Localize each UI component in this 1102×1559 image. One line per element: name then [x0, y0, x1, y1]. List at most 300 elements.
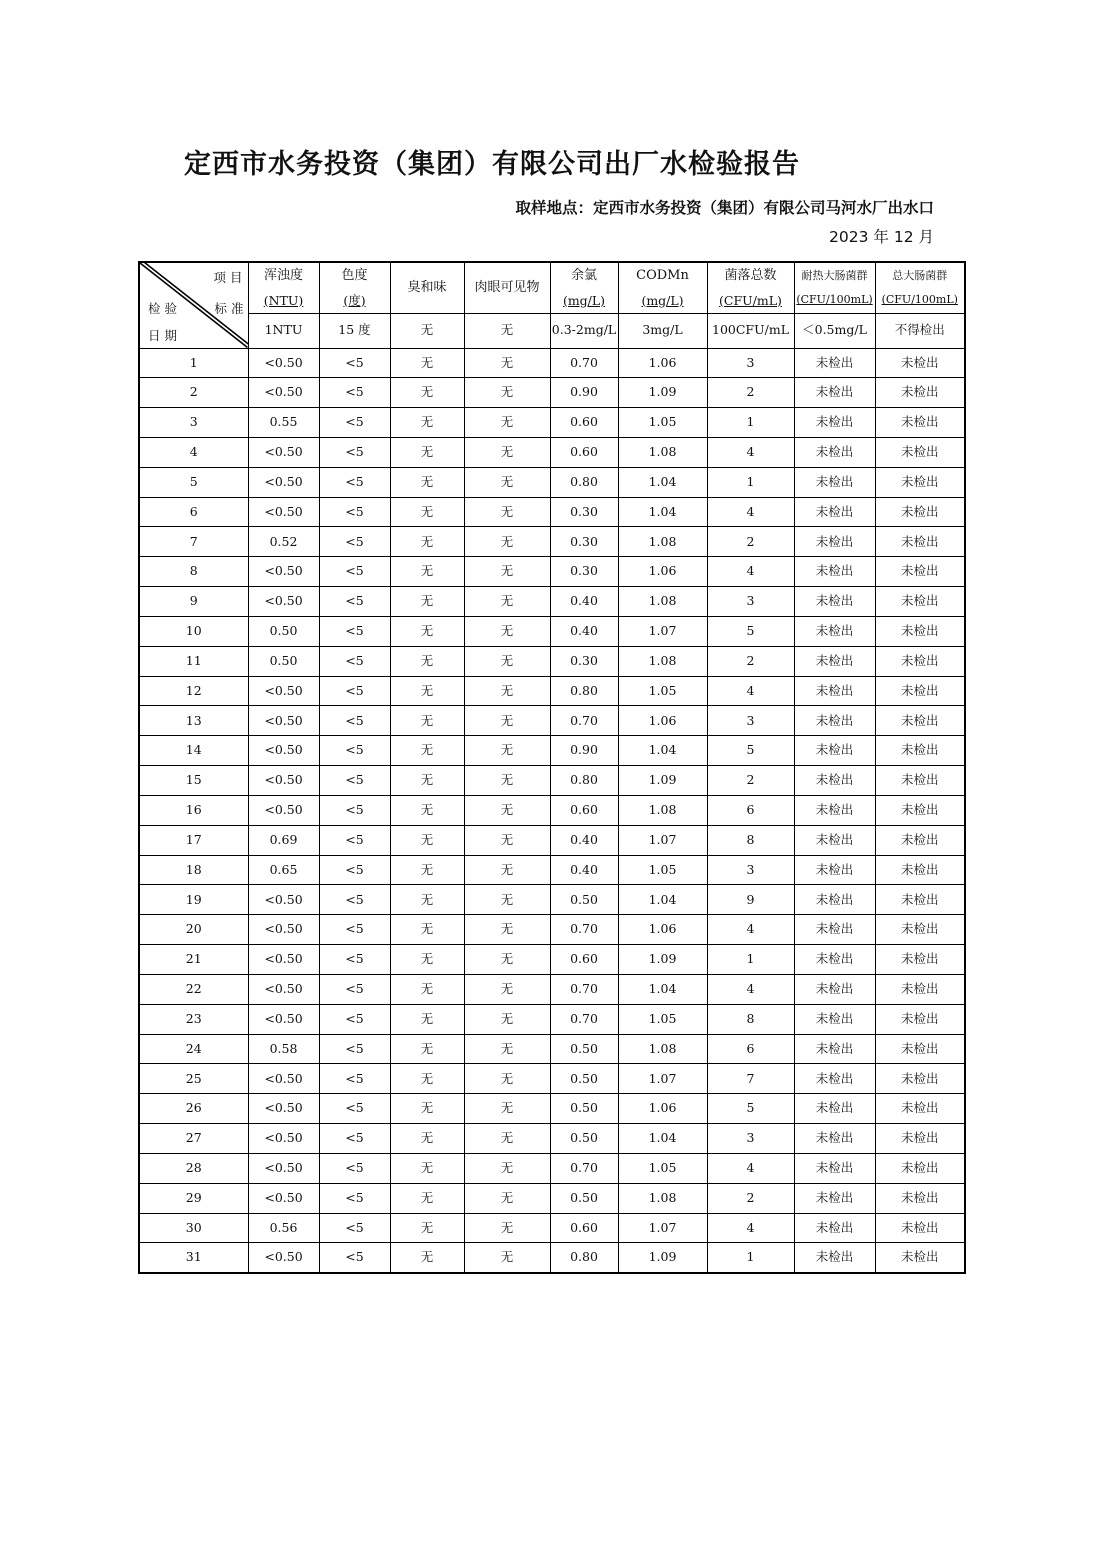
table-row	[139, 408, 965, 438]
table-cell: 3	[707, 855, 794, 885]
report-date: 2023 年 12 月	[829, 228, 934, 246]
table-row	[139, 1124, 965, 1154]
table-row	[139, 945, 965, 975]
table-row	[139, 1183, 965, 1213]
day-cell: 30	[139, 1213, 248, 1243]
day-cell: 11	[139, 646, 248, 676]
day-cell: 27	[139, 1124, 248, 1154]
table-cell: 无	[390, 646, 464, 676]
table-cell: 1.04	[618, 885, 707, 915]
report-title: 定西市水务投资（集团）有限公司出厂水检验报告	[184, 149, 800, 180]
table-cell: 未检出	[794, 1004, 875, 1034]
table-cell: 9	[707, 885, 794, 915]
table-cell: <5	[319, 1183, 390, 1213]
table-cell: 1.07	[618, 825, 707, 855]
table-cell: 0.30	[550, 646, 618, 676]
table-cell: 未检出	[875, 527, 965, 557]
table-cell: 1.06	[618, 348, 707, 378]
day-cell: 29	[139, 1183, 248, 1213]
column-header-residual-chlorine: 余氯 (mg/L)	[550, 262, 618, 313]
table-cell: <0.50	[248, 1064, 319, 1094]
table-cell: 未检出	[794, 408, 875, 438]
table-cell: 1.04	[618, 736, 707, 766]
day-cell: 16	[139, 795, 248, 825]
table-cell: 未检出	[794, 676, 875, 706]
table-cell: 1.05	[618, 855, 707, 885]
table-cell: 1.05	[618, 1153, 707, 1183]
table-cell: 4	[707, 557, 794, 587]
table-cell: 无	[390, 378, 464, 408]
table-cell: 未检出	[794, 616, 875, 646]
table-cell: 未检出	[794, 825, 875, 855]
standard-cell: 100CFU/mL	[707, 313, 794, 348]
table-cell: 2	[707, 527, 794, 557]
table-cell: <5	[319, 467, 390, 497]
table-cell: 未检出	[875, 736, 965, 766]
table-row	[139, 378, 965, 408]
table-row	[139, 646, 965, 676]
table-cell: 未检出	[794, 527, 875, 557]
table-cell: 1.05	[618, 676, 707, 706]
standard-cell: 3mg/L	[618, 313, 707, 348]
table-cell: 0.70	[550, 348, 618, 378]
header-row	[139, 262, 965, 313]
table-cell: 无	[464, 646, 550, 676]
standard-cell: 无	[464, 313, 550, 348]
table-cell: 未检出	[794, 497, 875, 527]
table-cell: <0.50	[248, 974, 319, 1004]
table-cell: 未检出	[875, 915, 965, 945]
table-cell: 7	[707, 1064, 794, 1094]
day-cell: 4	[139, 437, 248, 467]
table-row	[139, 825, 965, 855]
column-header-thermotolerant-coliform: 耐热大肠菌群 (CFU/100mL)	[794, 262, 875, 313]
table-cell: 未检出	[794, 348, 875, 378]
sampling-location: 取样地点：定西市水务投资（集团）有限公司马河水厂出水口	[515, 199, 934, 217]
table-cell: <0.50	[248, 795, 319, 825]
corner-label-standard: 标 准	[214, 301, 244, 316]
table-cell: <0.50	[248, 706, 319, 736]
day-cell: 13	[139, 706, 248, 736]
table-cell: 0.40	[550, 616, 618, 646]
table-cell: 2	[707, 646, 794, 676]
table-cell: 0.50	[550, 1064, 618, 1094]
table-cell: <0.50	[248, 1004, 319, 1034]
table-cell: <5	[319, 616, 390, 646]
table-cell: 无	[464, 527, 550, 557]
table-cell: 无	[390, 527, 464, 557]
day-cell: 7	[139, 527, 248, 557]
table-cell: 0.50	[550, 1183, 618, 1213]
table-cell: <0.50	[248, 885, 319, 915]
table-cell: 无	[464, 676, 550, 706]
table-cell: 4	[707, 974, 794, 1004]
table-cell: 无	[464, 1064, 550, 1094]
table-cell: 无	[390, 1124, 464, 1154]
table-cell: <0.50	[248, 497, 319, 527]
table-cell: <5	[319, 766, 390, 796]
table-cell: 无	[464, 945, 550, 975]
table-cell: 4	[707, 1213, 794, 1243]
table-cell: <5	[319, 527, 390, 557]
table-cell: 未检出	[794, 557, 875, 587]
table-cell: <0.50	[248, 1124, 319, 1154]
table-cell: 未检出	[794, 1183, 875, 1213]
day-cell: 25	[139, 1064, 248, 1094]
corner-label-inspection: 检 验	[148, 301, 177, 316]
table-cell: 无	[464, 437, 550, 467]
day-cell: 18	[139, 855, 248, 885]
table-cell: 1.08	[618, 795, 707, 825]
table-cell: 8	[707, 1004, 794, 1034]
corner-label-date: 日 期	[148, 328, 177, 343]
table-cell: 0.90	[550, 378, 618, 408]
table-cell: 未检出	[875, 795, 965, 825]
day-cell: 10	[139, 616, 248, 646]
table-row	[139, 706, 965, 736]
standard-cell: 1NTU	[248, 313, 319, 348]
table-cell: 未检出	[794, 1124, 875, 1154]
table-cell: 无	[390, 497, 464, 527]
table-row	[139, 348, 965, 378]
column-header-colony-count: 菌落总数 (CFU/mL)	[707, 262, 794, 313]
table-cell: 无	[464, 706, 550, 736]
table-cell: 无	[390, 855, 464, 885]
table-cell: <5	[319, 1213, 390, 1243]
table-cell: 未检出	[794, 467, 875, 497]
table-cell: 无	[464, 467, 550, 497]
table-cell: 未检出	[875, 467, 965, 497]
day-cell: 3	[139, 408, 248, 438]
table-cell: 0.70	[550, 1004, 618, 1034]
table-cell: 未检出	[794, 1034, 875, 1064]
table-cell: 无	[390, 1213, 464, 1243]
table-row	[139, 1004, 965, 1034]
table-cell: 无	[390, 1153, 464, 1183]
table-cell: <5	[319, 497, 390, 527]
table-cell: 未检出	[875, 1004, 965, 1034]
day-cell: 14	[139, 736, 248, 766]
table-cell: 无	[464, 795, 550, 825]
table-cell: 0.30	[550, 527, 618, 557]
table-cell: <0.50	[248, 736, 319, 766]
table-cell: 无	[390, 676, 464, 706]
table-cell: 未检出	[875, 408, 965, 438]
table-cell: 0.70	[550, 974, 618, 1004]
table-cell: 未检出	[794, 706, 875, 736]
table-cell: 无	[390, 408, 464, 438]
table-cell: 1.06	[618, 1094, 707, 1124]
table-row	[139, 1034, 965, 1064]
table-row	[139, 795, 965, 825]
table-cell: 1.09	[618, 945, 707, 975]
table-cell: 5	[707, 736, 794, 766]
table-cell: 无	[390, 1004, 464, 1034]
day-cell: 19	[139, 885, 248, 915]
table-row	[139, 1064, 965, 1094]
table-cell: 2	[707, 378, 794, 408]
table-cell: 未检出	[875, 378, 965, 408]
table-cell: <0.50	[248, 348, 319, 378]
table-cell: 无	[464, 1124, 550, 1154]
table-cell: 0.60	[550, 1213, 618, 1243]
table-cell: 无	[464, 616, 550, 646]
table-cell: 1.08	[618, 1183, 707, 1213]
table-cell: 4	[707, 497, 794, 527]
table-cell: <0.50	[248, 437, 319, 467]
table-cell: 无	[464, 1004, 550, 1034]
table-cell: 无	[464, 408, 550, 438]
table-cell: <5	[319, 348, 390, 378]
table-cell: <5	[319, 1034, 390, 1064]
day-cell: 31	[139, 1243, 248, 1273]
table-cell: 未检出	[794, 1064, 875, 1094]
table-cell: 无	[390, 1064, 464, 1094]
table-cell: 1.06	[618, 706, 707, 736]
day-cell: 24	[139, 1034, 248, 1064]
table-cell: 0.80	[550, 1243, 618, 1273]
table-cell: 1.08	[618, 646, 707, 676]
table-cell: 0.60	[550, 945, 618, 975]
table-cell: 1.07	[618, 616, 707, 646]
table-cell: <0.50	[248, 915, 319, 945]
column-header-codmn: CODMn (mg/L)	[618, 262, 707, 313]
table-cell: 未检出	[794, 795, 875, 825]
day-cell: 28	[139, 1153, 248, 1183]
table-cell: 1.04	[618, 497, 707, 527]
table-cell: 无	[464, 1094, 550, 1124]
day-cell: 1	[139, 348, 248, 378]
table-row	[139, 915, 965, 945]
table-cell: 未检出	[794, 974, 875, 1004]
table-cell: 未检出	[875, 1153, 965, 1183]
table-cell: 2	[707, 1183, 794, 1213]
table-cell: 0.40	[550, 855, 618, 885]
table-row	[139, 1213, 965, 1243]
table-cell: <0.50	[248, 557, 319, 587]
table-cell: 0.60	[550, 437, 618, 467]
table-cell: 无	[390, 766, 464, 796]
table-cell: 未检出	[794, 1153, 875, 1183]
table-cell: 无	[390, 945, 464, 975]
table-cell: 4	[707, 915, 794, 945]
table-cell: 3	[707, 348, 794, 378]
column-header-odor: 臭和味	[390, 262, 464, 313]
table-cell: <0.50	[248, 467, 319, 497]
table-cell: 未检出	[794, 766, 875, 796]
table-cell: 4	[707, 676, 794, 706]
table-cell: 1.09	[618, 766, 707, 796]
table-cell: 0.30	[550, 557, 618, 587]
table-cell: 5	[707, 616, 794, 646]
table-cell: 无	[464, 348, 550, 378]
table-cell: 无	[390, 348, 464, 378]
table-cell: <5	[319, 706, 390, 736]
table-cell: 无	[390, 587, 464, 617]
day-cell: 17	[139, 825, 248, 855]
table-cell: 无	[464, 915, 550, 945]
table-cell: 6	[707, 795, 794, 825]
table-cell: 无	[464, 1183, 550, 1213]
table-cell: 0.70	[550, 706, 618, 736]
table-cell: 0.69	[248, 825, 319, 855]
table-cell: 0.65	[248, 855, 319, 885]
day-cell: 12	[139, 676, 248, 706]
table-cell: 未检出	[794, 945, 875, 975]
standard-cell: 不得检出	[875, 313, 965, 348]
standard-cell: 15 度	[319, 313, 390, 348]
table-cell: 无	[390, 1243, 464, 1273]
table-cell: 无	[464, 378, 550, 408]
table-cell: 1.08	[618, 1034, 707, 1064]
table-cell: 未检出	[794, 885, 875, 915]
table-cell: <5	[319, 1243, 390, 1273]
table-cell: 无	[464, 1153, 550, 1183]
table-cell: 无	[464, 497, 550, 527]
table-cell: 0.50	[248, 646, 319, 676]
table-cell: <0.50	[248, 1153, 319, 1183]
table-cell: 0.50	[550, 885, 618, 915]
table-cell: <5	[319, 974, 390, 1004]
table-cell: 无	[464, 855, 550, 885]
day-cell: 6	[139, 497, 248, 527]
table-cell: 8	[707, 825, 794, 855]
table-row	[139, 497, 965, 527]
table-cell: 0.60	[550, 408, 618, 438]
table-cell: 未检出	[875, 974, 965, 1004]
table-cell: 1.09	[618, 378, 707, 408]
table-cell: 无	[390, 795, 464, 825]
table-cell: 0.50	[550, 1034, 618, 1064]
table-cell: 无	[390, 974, 464, 1004]
table-cell: 0.70	[550, 1153, 618, 1183]
table-cell: 1.05	[618, 1004, 707, 1034]
table-cell: 0.58	[248, 1034, 319, 1064]
day-cell: 21	[139, 945, 248, 975]
table-cell: <5	[319, 437, 390, 467]
standard-cell: ＜0.5mg/L	[794, 313, 875, 348]
table-cell: 1.08	[618, 587, 707, 617]
table-cell: 1.09	[618, 1243, 707, 1273]
table-cell: 无	[390, 736, 464, 766]
table-cell: 未检出	[794, 587, 875, 617]
table-cell: 未检出	[875, 437, 965, 467]
table-cell: <5	[319, 885, 390, 915]
table-cell: 未检出	[794, 736, 875, 766]
table-cell: <5	[319, 587, 390, 617]
table-row	[139, 885, 965, 915]
table-cell: 未检出	[875, 557, 965, 587]
table-cell: 无	[464, 1213, 550, 1243]
table-cell: <5	[319, 408, 390, 438]
table-cell: <0.50	[248, 676, 319, 706]
table-row	[139, 1243, 965, 1273]
table-cell: 0.50	[550, 1094, 618, 1124]
table-cell: 5	[707, 1094, 794, 1124]
column-header-turbidity: 浑浊度 (NTU)	[248, 262, 319, 313]
table-row	[139, 766, 965, 796]
table-cell: 未检出	[875, 1064, 965, 1094]
table-cell: 未检出	[875, 1213, 965, 1243]
table-cell: 无	[390, 1034, 464, 1064]
table-row	[139, 616, 965, 646]
day-cell: 26	[139, 1094, 248, 1124]
table-row	[139, 974, 965, 1004]
table-cell: 1	[707, 408, 794, 438]
table-cell: 无	[390, 467, 464, 497]
table-cell: 无	[390, 706, 464, 736]
day-cell: 8	[139, 557, 248, 587]
table-cell: 未检出	[875, 646, 965, 676]
table-cell: <5	[319, 557, 390, 587]
table-cell: 0.40	[550, 587, 618, 617]
corner-label-item: 项 目	[213, 270, 243, 285]
table-cell: <5	[319, 1094, 390, 1124]
table-cell: 无	[390, 825, 464, 855]
table-cell: <5	[319, 1004, 390, 1034]
day-cell: 15	[139, 766, 248, 796]
table-cell: 未检出	[875, 1094, 965, 1124]
table-cell: 4	[707, 1153, 794, 1183]
table-cell: 0.50	[550, 1124, 618, 1154]
column-header-total-coliform: 总大肠菌群 (CFU/100mL)	[875, 262, 965, 313]
table-cell: 0.40	[550, 825, 618, 855]
table-cell: 1.08	[618, 527, 707, 557]
table-cell: 无	[464, 825, 550, 855]
table-cell: <5	[319, 825, 390, 855]
table-cell: 1.04	[618, 467, 707, 497]
table-cell: 1.07	[618, 1064, 707, 1094]
table-cell: 未检出	[875, 1034, 965, 1064]
column-header-chroma: 色度 (度)	[319, 262, 390, 313]
table-row	[139, 1094, 965, 1124]
table-cell: 无	[390, 915, 464, 945]
table-row	[139, 527, 965, 557]
table-cell: 0.55	[248, 408, 319, 438]
table-cell: 未检出	[794, 378, 875, 408]
day-cell: 2	[139, 378, 248, 408]
table-row	[139, 587, 965, 617]
table-cell: <0.50	[248, 378, 319, 408]
table-cell: 0.80	[550, 766, 618, 796]
table-cell: <5	[319, 646, 390, 676]
table-cell: 0.80	[550, 467, 618, 497]
table-cell: <5	[319, 676, 390, 706]
table-cell: 无	[390, 437, 464, 467]
table-body	[139, 348, 965, 1273]
table-row	[139, 736, 965, 766]
day-cell: 5	[139, 467, 248, 497]
table-cell: 未检出	[875, 676, 965, 706]
table-cell: <0.50	[248, 587, 319, 617]
table-cell: 1.06	[618, 915, 707, 945]
table-cell: 无	[390, 885, 464, 915]
day-cell: 9	[139, 587, 248, 617]
table-cell: 未检出	[875, 497, 965, 527]
table-cell: 1.04	[618, 974, 707, 1004]
table-cell: 1	[707, 467, 794, 497]
table-cell: 1.06	[618, 557, 707, 587]
table-cell: 无	[464, 766, 550, 796]
table-cell: 1.05	[618, 408, 707, 438]
table-cell: <5	[319, 855, 390, 885]
table-row	[139, 676, 965, 706]
table-cell: 1	[707, 945, 794, 975]
table-row	[139, 467, 965, 497]
table-cell: 2	[707, 766, 794, 796]
table-cell: <5	[319, 1064, 390, 1094]
table-cell: 0.90	[550, 736, 618, 766]
